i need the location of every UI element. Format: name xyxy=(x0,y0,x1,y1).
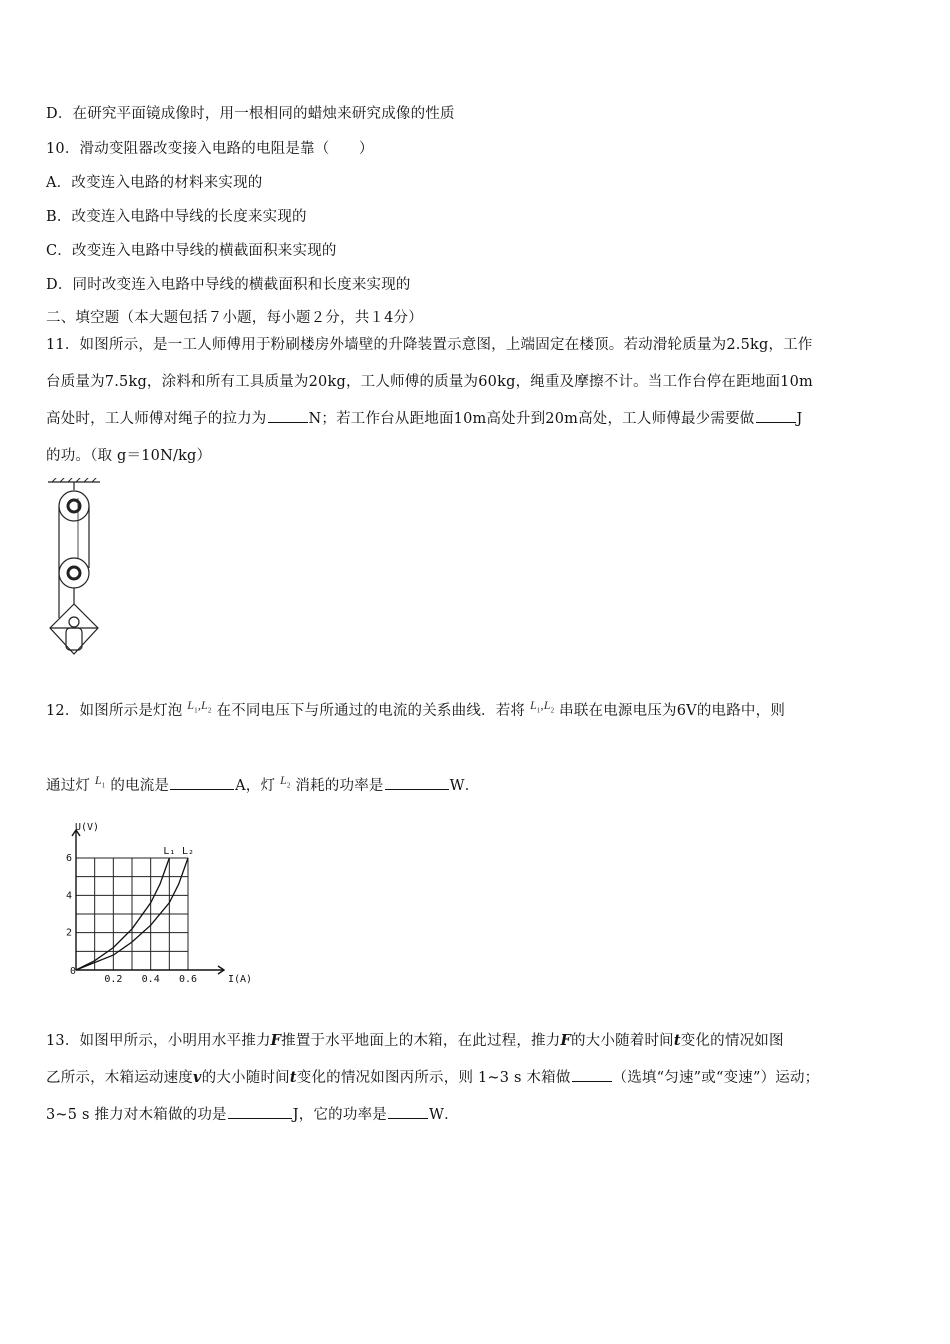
q13-line-1d: 变化的情况如图 xyxy=(680,1033,784,1049)
q13-line-1c: 的大小随着时间 xyxy=(570,1033,674,1049)
q11-blank-force[interactable] xyxy=(268,421,308,423)
q13-line-3 xyxy=(46,1103,459,1124)
q10-option-c: C．改变连入电路中导线的横截面积来实现的 xyxy=(46,243,337,259)
q13-line-3c: W． xyxy=(428,1107,459,1123)
series-label-l1: L₁ xyxy=(163,846,176,857)
series-label-l2: L₂ xyxy=(182,846,195,857)
q13-line-1a: 13．如图甲所示，小明用水平推力 xyxy=(46,1033,271,1049)
q12-part-5: 的电流是 xyxy=(110,778,170,794)
origin-label: 0 xyxy=(70,966,77,977)
q13-symbol-t: t xyxy=(289,1069,297,1086)
x-tick-label: 0.4 xyxy=(141,974,160,985)
sym-l: L xyxy=(201,698,208,712)
q12-part-8: W． xyxy=(449,778,480,794)
q11-blank-work[interactable] xyxy=(756,421,796,423)
q13-blank-work[interactable] xyxy=(228,1117,292,1119)
q12-lamp-l1 xyxy=(94,773,106,790)
q13-line-2b: 的大小随时间 xyxy=(201,1070,290,1086)
q13-line-2c: 变化的情况如图丙所示，则 1~3 s 木箱做 xyxy=(296,1070,571,1086)
worker-body xyxy=(66,628,82,650)
q12-part-3: 串联在电源电压为6V的电路中，则 xyxy=(559,703,786,719)
q11-line-3b: N；若工作台从距地面10m高处升到20m高处，工人师傅最少需要做 xyxy=(308,411,755,427)
sym-l: L xyxy=(94,773,102,787)
q10-stem: 10．滑动变阻器改变接入电路的电阻是靠（ ） xyxy=(46,141,374,157)
q12-lamp-symbols-a xyxy=(187,698,212,715)
section-heading: 二、填空题（本大题包括７小题，每小题２分，共１4分） xyxy=(46,310,423,326)
sym-l: L xyxy=(280,773,287,787)
work-platform xyxy=(50,604,98,654)
x-axis-label: I(A) xyxy=(228,974,253,985)
y-tick-label: 2 xyxy=(66,927,73,939)
q12-part-2: 在不同电压下与所通过的电流的关系曲线．若将 xyxy=(216,703,526,719)
q10-option-d: D．同时改变连入电路中导线的横截面积和长度来实现的 xyxy=(46,277,411,293)
pulley-figure xyxy=(44,478,108,656)
sym-comma: , xyxy=(540,698,544,712)
q13-line-3b: J，它的功率是 xyxy=(292,1107,387,1123)
q11-line-3c: J xyxy=(796,411,803,427)
q13-symbol-f: F xyxy=(270,1032,282,1049)
sym-sub: 2 xyxy=(550,706,555,715)
q13-line-2a: 乙所示，木箱运动速度 xyxy=(46,1070,193,1086)
ui-chart xyxy=(50,820,266,990)
q12-blank-current[interactable] xyxy=(170,788,234,790)
sym-sub: 2 xyxy=(207,706,212,715)
sym-l: L xyxy=(543,698,551,712)
q13-line-1b: 推置于水平地面上的木箱，在此过程，推力 xyxy=(281,1033,561,1049)
movable-pulley xyxy=(59,558,89,588)
q11-line-1: 11．如图所示，是一工人师傅用于粉刷楼房外墙壁的升降装置示意图，上端固定在楼顶。若动滑轮质量为2.5kg，工作 xyxy=(46,337,813,353)
q11-line-3a: 高处时，工人师傅对绳子的拉力为 xyxy=(46,411,267,427)
q12-part-1: 12．如图所示是灯泡 xyxy=(46,703,183,719)
chart-grid xyxy=(76,858,188,970)
x-tick-label: 0.2 xyxy=(104,974,123,985)
ceiling-hatch xyxy=(52,478,98,482)
q11-line-2: 台质量为7.5kg，涂料和所有工具质量为20kg，工人师傅的质量为60kg，绳重及摩擦不计。当工作台停在距地面10m xyxy=(46,374,813,390)
q13-symbol-f: F xyxy=(560,1032,571,1049)
sym-sub: 1 xyxy=(194,706,198,715)
q9-option-d: D．在研究平面镜成像时，用一根相同的蜡烛来研究成像的性质 xyxy=(46,106,455,122)
sym-l: L xyxy=(529,698,537,712)
q13-blank-power[interactable] xyxy=(388,1117,428,1119)
q13-symbol-v: v xyxy=(193,1069,202,1086)
q10-option-b: B．改变连入电路中导线的长度来实现的 xyxy=(46,209,307,225)
sym-comma: , xyxy=(197,698,202,712)
sym-sub: 1 xyxy=(101,781,106,790)
q12-lamp-l2 xyxy=(280,773,291,790)
sym-l: L xyxy=(187,698,195,712)
movable-pulley-hub xyxy=(68,567,80,579)
fixed-pulley xyxy=(59,491,89,521)
x-tick-label: 0.6 xyxy=(179,974,198,985)
q13-line-2 xyxy=(46,1066,819,1087)
q13-symbol-t: t xyxy=(673,1032,681,1049)
q11-line-4: 的功。（取 g＝10N/kg） xyxy=(46,448,212,464)
q12-part-6: A，灯 xyxy=(235,778,276,794)
q13-line-2d: （选填“匀速”或“变速”）运动； xyxy=(612,1070,820,1086)
q13-line-3a: 3~5 s 推力对木箱做的功是 xyxy=(46,1107,227,1123)
q12-line-1 xyxy=(46,698,785,720)
y-axis-label: U(V) xyxy=(75,822,100,833)
q13-line-1 xyxy=(46,1029,784,1050)
q12-line-2 xyxy=(46,773,479,795)
q11-line-3 xyxy=(46,407,803,428)
q13-blank-motion[interactable] xyxy=(572,1080,612,1082)
q12-part-7: 消耗的功率是 xyxy=(295,778,384,794)
y-tick-label: 4 xyxy=(66,890,73,902)
sym-sub: 1 xyxy=(536,706,541,715)
q10-option-a: A．改变连入电路的材料来实现的 xyxy=(46,175,263,191)
y-tick-label: 6 xyxy=(66,853,73,864)
q12-blank-power[interactable] xyxy=(385,788,449,790)
q12-lamp-symbols-b xyxy=(529,698,555,715)
sym-sub: 2 xyxy=(286,781,291,790)
worker-head xyxy=(69,617,79,627)
q12-part-4: 通过灯 xyxy=(46,778,91,794)
